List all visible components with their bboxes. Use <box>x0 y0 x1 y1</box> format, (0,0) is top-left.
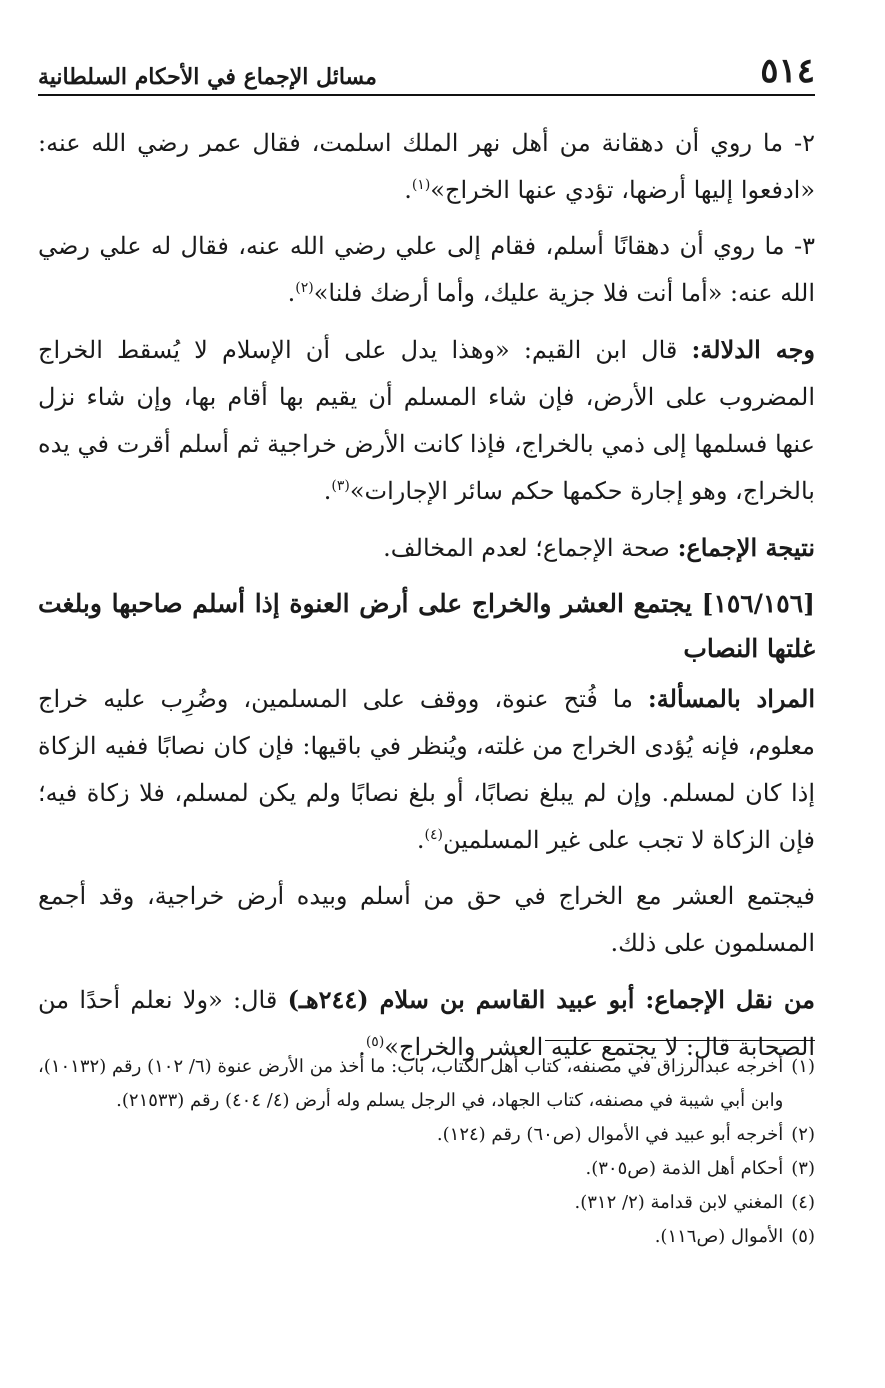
paragraph-evidence-3: ٣- ما روي أن دهقانًا أسلم، فقام إلى علي رضي الله عنه، فقال له علي رضي الله عنه: «أما أنت فلا جزية عليك، وأما أرضك فلنا»$^{(٢)}$. <box>38 232 815 307</box>
page-number: ٥١٤ <box>760 51 815 91</box>
footnote-text: أحكام أهل الذمة (ص٣٠٥). <box>585 1158 784 1179</box>
footnote-ref: (٣) <box>331 478 350 494</box>
footnote-text: أخرجه عبدالرزاق في مصنفه، كتاب أهل الكتاب، باب: ما أخذ من الأرض عنوة (٦/ ١٠٢) رقم (١٠١٣٢)، وابن أبي شيبة في مصنفه، كتاب الجهاد، في الرجل يسلم وله أرض (٤/ ٤٠٤) رقم (٢١٥٣٣). <box>38 1056 784 1111</box>
footnote-divider <box>545 1040 815 1041</box>
footnote <box>38 1050 815 1118</box>
footnote-number: (٤) <box>791 1192 815 1213</box>
paragraph-lead: وجه الدلالة: <box>691 335 815 364</box>
footnote <box>38 1118 815 1152</box>
paragraph-text: ٣- ما روي أن دهقانًا أسلم، فقام إلى علي رضي الله عنه، فقال له علي رضي الله عنه: «أما أنت فلا جزية عليك، وأما أرضك فلنا» <box>38 232 815 307</box>
paragraph-meaning: المراد بالمسألة: ما فُتح عنوة، ووقف على المسلمين، وضُرِب عليه خراج معلوم، فإنه يُؤدى الخراج من غلته، ويُنظر في باقيها: فإن كان نصابًا ففيه الزكاة إذا كان لمسلم. وإن لم يبلغ نصابًا، أو بلغ نصابًا ولم يكن لمسلم، فلا زكاة فيه؛ فإن الزكاة لا تجب على غير المسلمين$^{(٤)}$. <box>38 684 815 854</box>
footnote-number: (٥) <box>791 1226 815 1247</box>
footnote-text: أخرجه أبو عبيد في الأموال (ص٦٠) رقم (١٢٤). <box>436 1124 784 1145</box>
paragraph-text: ما فُتح عنوة، ووقف على المسلمين، وضُرِب عليه خراج معلوم، فإنه يُؤدى الخراج من غلته، ويُنظر في باقيها: فإن كان نصابًا ففيه الزكاة إذا كان لمسلم. وإن لم يبلغ نصابًا، أو بلغ نصابًا ولم يكن لمسلم، فلا زكاة فيه؛ فإن الزكاة لا تجب على غير المسلمين <box>38 685 815 854</box>
paragraph-text: قال: «ولا نعلم أحدًا من الصحابة قال: لا يجتمع عليه العشر والخراج» <box>38 986 815 1061</box>
footnote-ref: (١) <box>411 177 431 193</box>
footnote-number: (١) <box>791 1056 815 1077</box>
footnote-ref: (٢) <box>295 280 314 296</box>
paragraph-transmitter: من نقل الإجماع: أبو عبيد القاسم بن سلام (٢٤٤هـ) قال: «ولا نعلم أحدًا من الصحابة قال: لا يجتمع عليه العشر والخراج»$^{(٥)}$. <box>38 985 816 1061</box>
footnotes <box>38 1050 815 1254</box>
paragraph-significance: وجه الدلالة: قال ابن القيم: «وهذا يدل على أن الإسلام لا يُسقط الخراج المضروب على الأرض، فإن شاء المسلم أن يقيم بها أقام بها، وإن شاء نزل عنها فسلمها إلى ذمي بالخراج، فإذا كانت الأرض خراجية ثم أسلم أقرت في يده بالخراج، وهو إجارة حكمها حكم سائر الإجارات»$^{(٣)}$. <box>38 335 815 505</box>
paragraph-consensus: فيجتمع العشر مع الخراج في حق من أسلم وبيده أرض خراجية، وقد أجمع المسلمون على ذلك. <box>38 882 815 957</box>
paragraph-lead: المراد بالمسألة: <box>647 684 815 713</box>
footnote-text: الأموال (ص١١٦). <box>654 1226 784 1247</box>
footnote-ref: (٤) <box>424 827 443 843</box>
footnote-ref: (٥) <box>365 1034 385 1050</box>
running-title: مسائل الإجماع في الأحكام السلطانية <box>38 64 377 90</box>
footnote <box>38 1152 815 1186</box>
page-header <box>38 48 815 96</box>
footnote <box>38 1220 815 1254</box>
paragraph-lead: نتيجة الإجماع: <box>677 533 815 562</box>
footnote-text: المغني لابن قدامة (٢/ ٣١٢). <box>574 1192 784 1213</box>
paragraph-text: قال ابن القيم: «وهذا يدل على أن الإسلام لا يُسقط الخراج المضروب على الأرض، فإن شاء المسلم أن يقيم بها أقام بها، وإن شاء نزل عنها فسلمها إلى ذمي بالخراج، فإذا كانت الأرض خراجية ثم أسلم أقرت في يده بالخراج، وهو إجارة حكمها حكم سائر الإجارات» <box>38 336 815 505</box>
paragraph-evidence-2: ٢- ما روي أن دهقانة من أهل نهر الملك اسلمت، فقال عمر رضي الله عنه: «ادفعوا إليها أرضها، تؤدي عنها الخراج»$^{(١)}$. <box>38 129 815 204</box>
main-text <box>38 120 815 1080</box>
paragraph-text: ٢- ما روي أن دهقانة من أهل نهر الملك اسلمت، فقال عمر رضي الله عنه: «ادفعوا إليها أرضها، تؤدي عنها الخراج» <box>38 129 815 204</box>
footnote-number: (٣) <box>791 1158 815 1179</box>
paragraph-text: صحة الإجماع؛ لعدم المخالف. <box>383 534 670 562</box>
paragraph-result <box>38 524 815 572</box>
issue-heading: [١٥٦/١٥٦] يجتمع العشر والخراج على أرض العنوة إذا أسلم صاحبها وبلغت غلتها النصاب <box>38 589 815 663</box>
paragraph-lead: من نقل الإجماع: أبو عبيد القاسم بن سلام (٢٤٤هـ) <box>287 985 816 1014</box>
footnote-number: (٢) <box>791 1124 815 1145</box>
footnote <box>38 1186 815 1220</box>
